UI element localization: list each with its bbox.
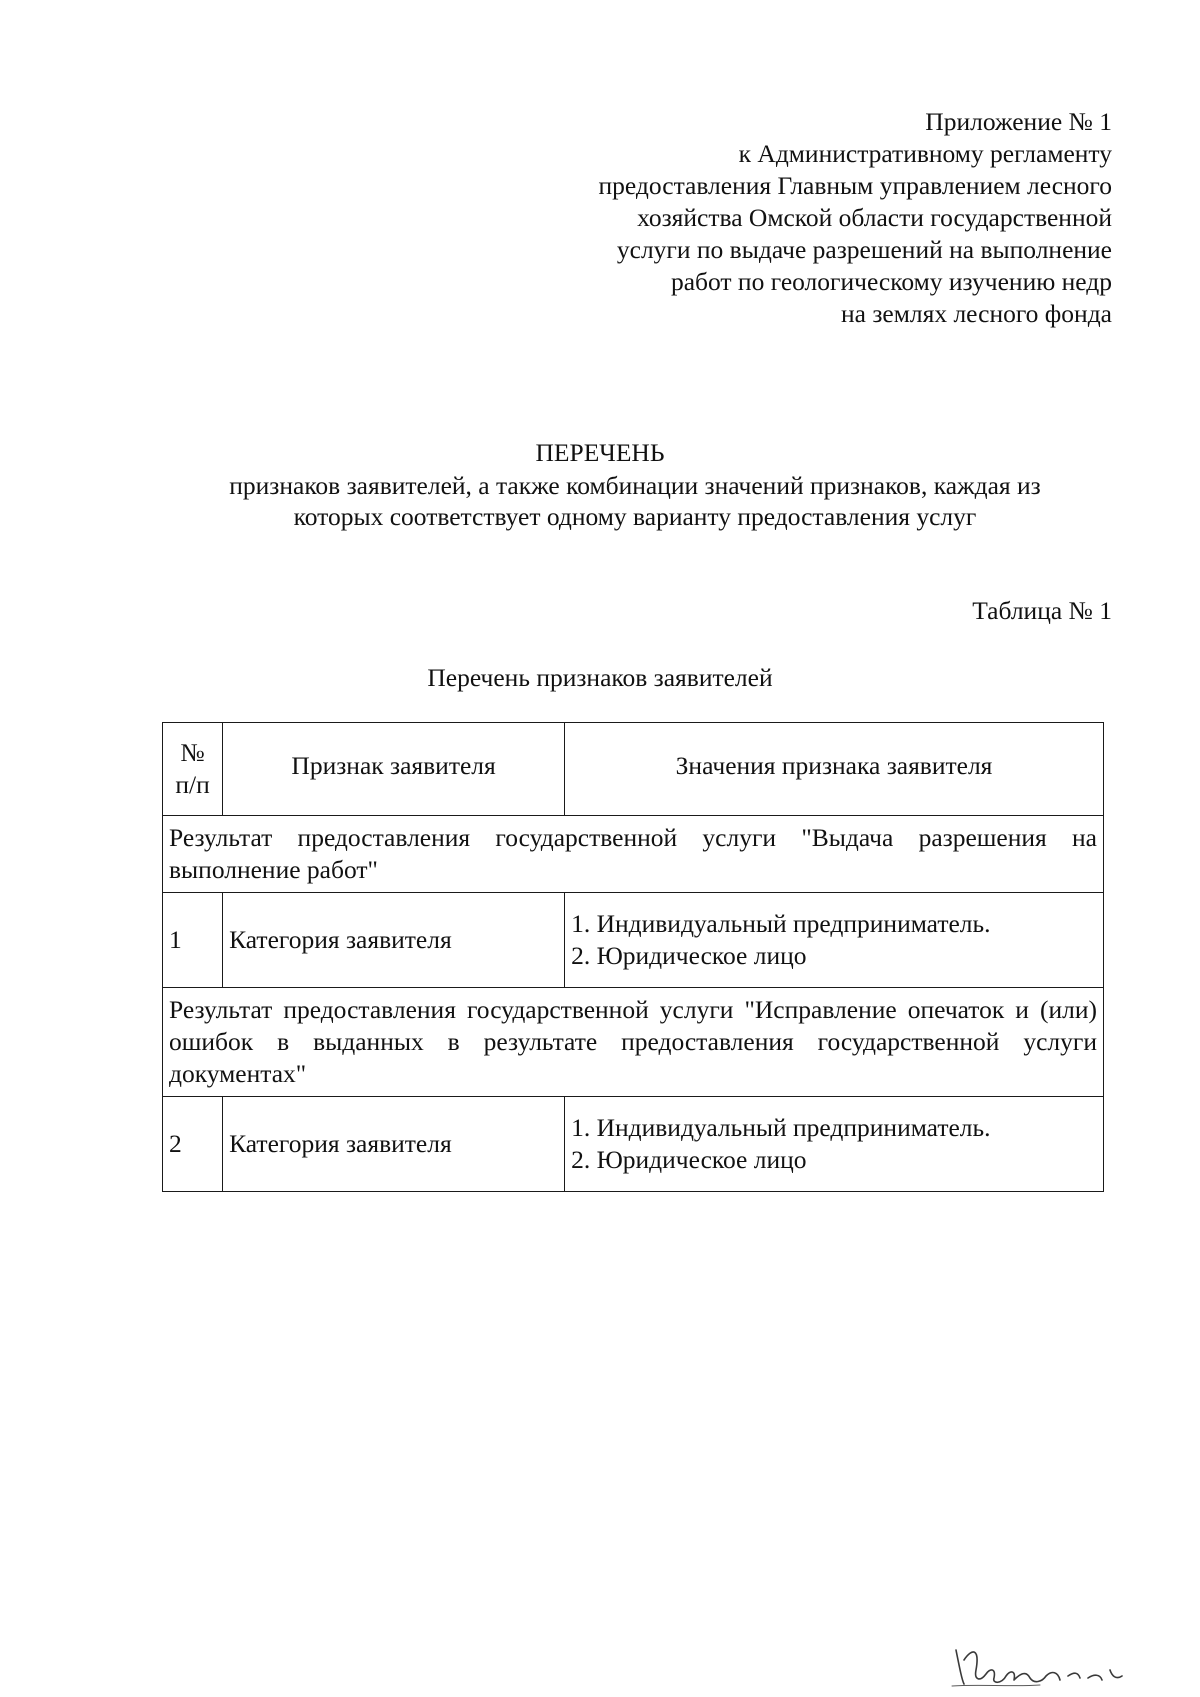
- header-attribute-cell: Признак заявителя: [223, 723, 565, 816]
- appendix-header-line: на землях лесного фонда: [841, 299, 1112, 328]
- row-values: [565, 893, 1104, 988]
- section-row: [163, 988, 1104, 1097]
- value-item: 2. Юридическое лицо: [571, 941, 807, 970]
- table-header-row: [163, 723, 1104, 816]
- table-caption: Перечень признаков заявителей: [427, 663, 773, 692]
- appendix-header-line: к Административному регламенту: [738, 139, 1112, 168]
- row-attribute: Категория заявителя: [223, 1097, 565, 1192]
- handwritten-signature: [950, 1640, 1130, 1690]
- row-number: 2: [163, 1097, 223, 1192]
- header-number-cell: [163, 723, 223, 816]
- header-values-cell: Значения признака заявителя: [565, 723, 1104, 816]
- table-row: [163, 1097, 1104, 1192]
- appendix-header-line: услуги по выдаче разрешений на выполнение: [616, 235, 1112, 264]
- appendix-header-line: Приложение № 1: [925, 107, 1112, 136]
- value-item: 2. Юридическое лицо: [571, 1145, 807, 1174]
- appendix-header-line: хозяйства Омской области государственной: [637, 203, 1112, 232]
- appendix-header: [599, 106, 1112, 330]
- subtitle-line: которых соответствует одному варианту предоставления услуг: [293, 502, 977, 531]
- subtitle-line: признаков заявителей, а также комбинации значений признаков, каждая из: [229, 471, 1041, 500]
- section-title: Результат предоставления государственной услуги "Выдача разрешения на выполнение работ": [163, 816, 1104, 893]
- header-number-symbol: №: [180, 738, 205, 767]
- appendix-header-line: предоставления Главным управлением лесного: [598, 171, 1112, 200]
- document-title: ПЕРЕЧЕНЬ: [535, 438, 665, 467]
- value-item: 1. Индивидуальный предприниматель.: [571, 1113, 991, 1142]
- value-item: 1. Индивидуальный предприниматель.: [571, 909, 991, 938]
- table-row: [163, 893, 1104, 988]
- appendix-header-line: работ по геологическому изучению недр: [670, 267, 1112, 296]
- header-number-abbr: п/п: [175, 770, 210, 799]
- document-subtitle: [60, 470, 1200, 532]
- section-title: Результат предоставления государственной услуги "Исправление опечаток и (или) ошибок в выданных в результате предоставления государственной услуги документах": [163, 988, 1104, 1097]
- row-attribute: Категория заявителя: [223, 893, 565, 988]
- row-values: [565, 1097, 1104, 1192]
- applicant-attributes-table: [162, 722, 1104, 1192]
- section-row: [163, 816, 1104, 893]
- row-number: 1: [163, 893, 223, 988]
- table-number: Таблица № 1: [972, 596, 1112, 625]
